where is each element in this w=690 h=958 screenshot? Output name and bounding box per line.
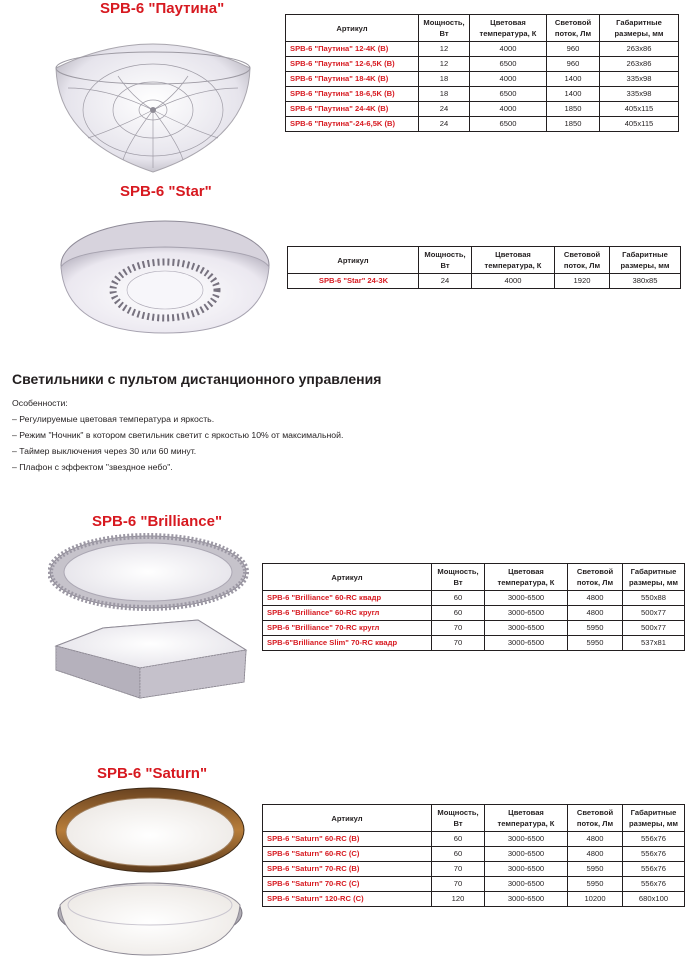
table-header-row — [286, 15, 679, 42]
table-row: SPB-6 "Паутина" 12-4K (B) 12 4000 960 263x86 — [286, 42, 679, 57]
col-power: Мощность, Вт — [432, 564, 485, 591]
feature-item: – Регулируемые цветовая температура и яркость. — [12, 414, 215, 424]
star-ceiling-lamp-image — [58, 205, 273, 335]
col-power: Мощность, Вт — [432, 805, 485, 832]
feature-item: – Таймер выключения через 30 или 60 минут. — [12, 446, 197, 456]
table-row: SPB-6"Brilliance Slim" 70-RC квадр 70 3000-6500 5950 537x81 — [263, 636, 685, 651]
spider-web-ceiling-lamp-image — [48, 28, 258, 178]
feature-item: – Режим "Ночник" в котором светильник светит с яркостью 10% от максимальной. — [12, 430, 344, 440]
table-row: SPB-6 "Saturn" 70-RC (C) 70 3000-6500 5950 556x76 — [263, 877, 685, 892]
spec-table-saturn — [262, 804, 685, 907]
col-power: Мощность, Вт — [419, 15, 470, 42]
table-row: SPB-6 "Brilliance" 70-RC кругл 70 3000-6500 5950 500x77 — [263, 621, 685, 636]
table-row: SPB-6 "Паутина" 18-6,5K (B) 18 6500 1400 335x98 — [286, 87, 679, 102]
table-header-row — [288, 247, 681, 274]
col-color-temp: Цветовая температура, К — [485, 805, 568, 832]
table-row: SPB-6 "Паутина" 24-4K (B) 24 4000 1850 405x115 — [286, 102, 679, 117]
saturn-ceiling-lamps-image — [54, 785, 246, 957]
table-row: SPB-6 "Brilliance" 60-RC квадр 60 3000-6500 4800 550x88 — [263, 591, 685, 606]
product-title-star: SPB-6 "Star" — [120, 183, 212, 200]
table-row: SPB-6 "Saturn" 60-RC (C) 60 3000-6500 4800 556x76 — [263, 847, 685, 862]
col-article: Артикул — [263, 564, 432, 591]
col-luminous-flux: Световой поток, Лм — [555, 247, 610, 274]
col-dimensions: Габаритные размеры, мм — [623, 805, 685, 832]
spec-table-brilliance — [262, 563, 685, 651]
table-row: SPB-6 "Паутина" 12-6,5K (B) 12 6500 960 263x86 — [286, 57, 679, 72]
col-article: Артикул — [263, 805, 432, 832]
table-row: SPB-6 "Saturn" 70-RC (B) 70 3000-6500 5950 556x76 — [263, 862, 685, 877]
table-row: SPB-6 "Saturn" 120-RC (C) 120 3000-6500 10200 680x100 — [263, 892, 685, 907]
col-color-temp: Цветовая температура, К — [472, 247, 555, 274]
col-article: Артикул — [288, 247, 419, 274]
col-color-temp: Цветовая температура, К — [470, 15, 547, 42]
col-power: Мощность, Вт — [419, 247, 472, 274]
table-row: SPB-6 "Паутина" 18-4K (B) 18 4000 1400 335x98 — [286, 72, 679, 87]
table-header-row — [263, 805, 685, 832]
col-luminous-flux: Световой поток, Лм — [568, 564, 623, 591]
table-row: SPB-6 "Star" 24-3K 24 4000 1920 380x85 — [288, 274, 681, 289]
table-row: SPB-6 "Saturn" 60-RC (B) 60 3000-6500 4800 556x76 — [263, 832, 685, 847]
table-header-row — [263, 564, 685, 591]
spec-table-pautina — [285, 14, 679, 132]
product-title-saturn: SPB-6 "Saturn" — [97, 765, 208, 782]
col-dimensions: Габаритные размеры, мм — [623, 564, 685, 591]
feature-item: – Плафон с эффектом "звездное небо". — [12, 462, 173, 472]
table-row: SPB-6 "Brilliance" 60-RC кругл 60 3000-6500 4800 500x77 — [263, 606, 685, 621]
col-luminous-flux: Световой поток, Лм — [568, 805, 623, 832]
table-row: SPB-6 "Паутина"-24-6,5K (B) 24 6500 1850 405x115 — [286, 117, 679, 132]
product-title-brilliance: SPB-6 "Brilliance" — [92, 513, 223, 530]
col-article: Артикул — [286, 15, 419, 42]
product-title-pautina: SPB-6 "Паутина" — [100, 0, 225, 17]
col-color-temp: Цветовая температура, К — [485, 564, 568, 591]
brilliance-ceiling-lamps-image — [48, 532, 250, 702]
features-title: Особенности: — [12, 398, 68, 408]
col-dimensions: Габаритные размеры, мм — [610, 247, 681, 274]
col-dimensions: Габаритные размеры, мм — [600, 15, 679, 42]
col-luminous-flux: Световой поток, Лм — [547, 15, 600, 42]
spec-table-star — [287, 246, 681, 289]
section-heading: Светильники с пультом дистанционного управления — [12, 371, 382, 387]
